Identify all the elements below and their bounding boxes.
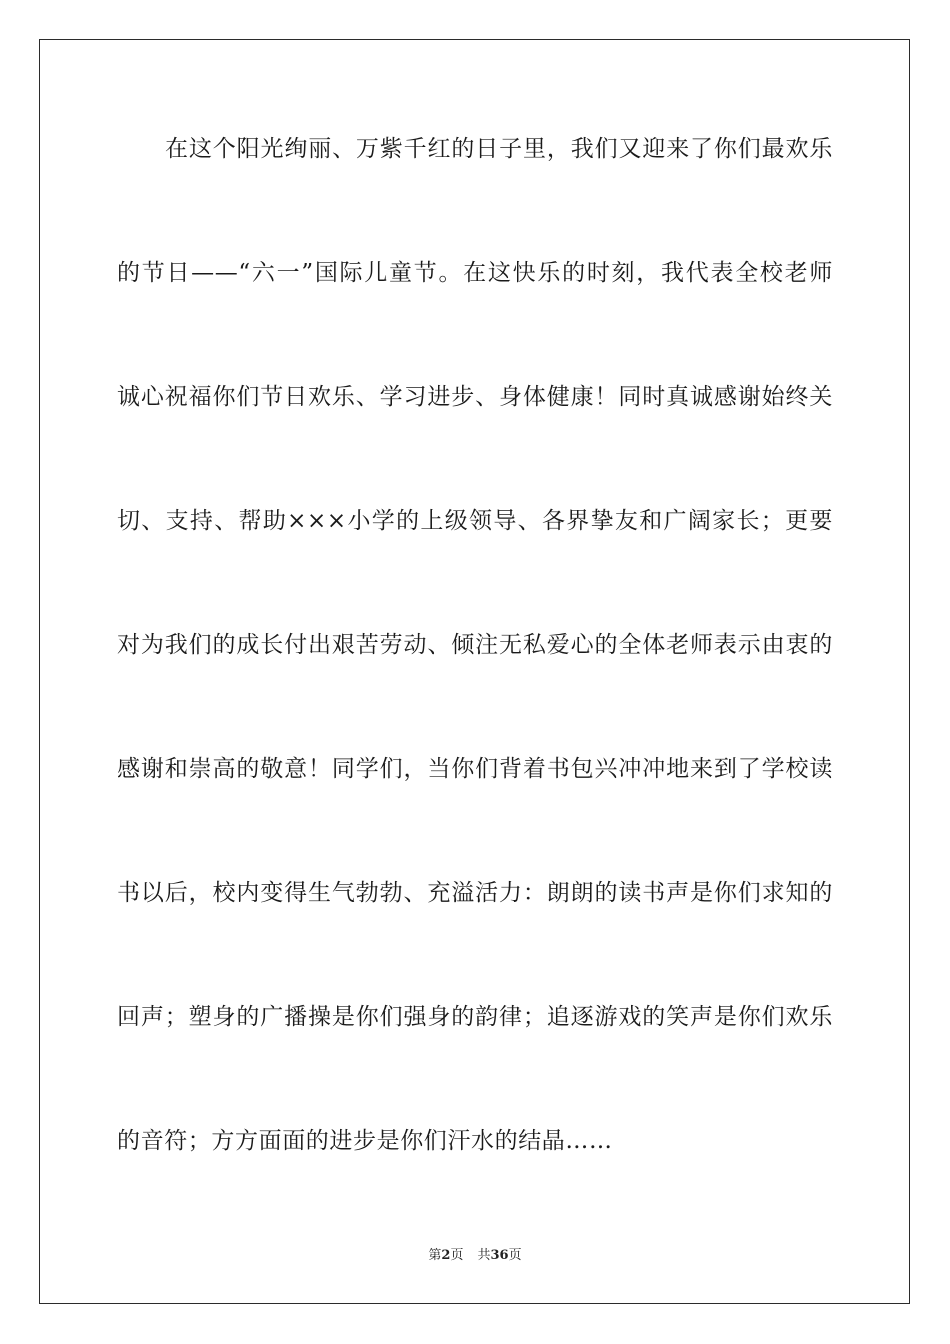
page-suffix: 页 — [450, 1248, 464, 1263]
text-line-5: 对为我们的成长付出艰苦劳动、倾注无私爱心的全体老师表示由衷的 — [117, 632, 833, 658]
text-line-4: 切、支持、帮助×××小学的上级领导、各界挚友和广阔家长；更要 — [117, 508, 833, 534]
page-number: 2 — [441, 1248, 451, 1263]
total-suffix: 页 — [508, 1248, 522, 1263]
page-border — [39, 39, 910, 1304]
page-prefix: 第 — [428, 1248, 442, 1263]
text-line-3: 诚心祝福你们节日欢乐、学习进步、身体健康！同时真诚感谢始终关 — [117, 384, 833, 410]
total-prefix: 共 — [477, 1248, 491, 1263]
text-line-2: 的节日——“六一”国际儿童节。在这快乐的时刻，我代表全校老师 — [117, 260, 833, 286]
text-line-1: 在这个阳光绚丽、万紫千红的日子里，我们又迎来了你们最欢乐 — [165, 136, 833, 162]
text-line-9: 的音符；方方面面的进步是你们汗水的结晶…… — [117, 1128, 613, 1154]
text-line-8: 回声；塑身的广播操是你们强身的韵律；追逐游戏的笑声是你们欢乐 — [117, 1004, 833, 1030]
total-pages: 36 — [490, 1248, 509, 1263]
page-footer — [0, 1248, 950, 1264]
text-line-7: 书以后，校内变得生气勃勃、充溢活力：朗朗的读书声是你们求知的 — [117, 880, 833, 906]
text-line-6: 感谢和崇高的敬意！同学们，当你们背着书包兴冲冲地来到了学校读 — [117, 756, 833, 782]
